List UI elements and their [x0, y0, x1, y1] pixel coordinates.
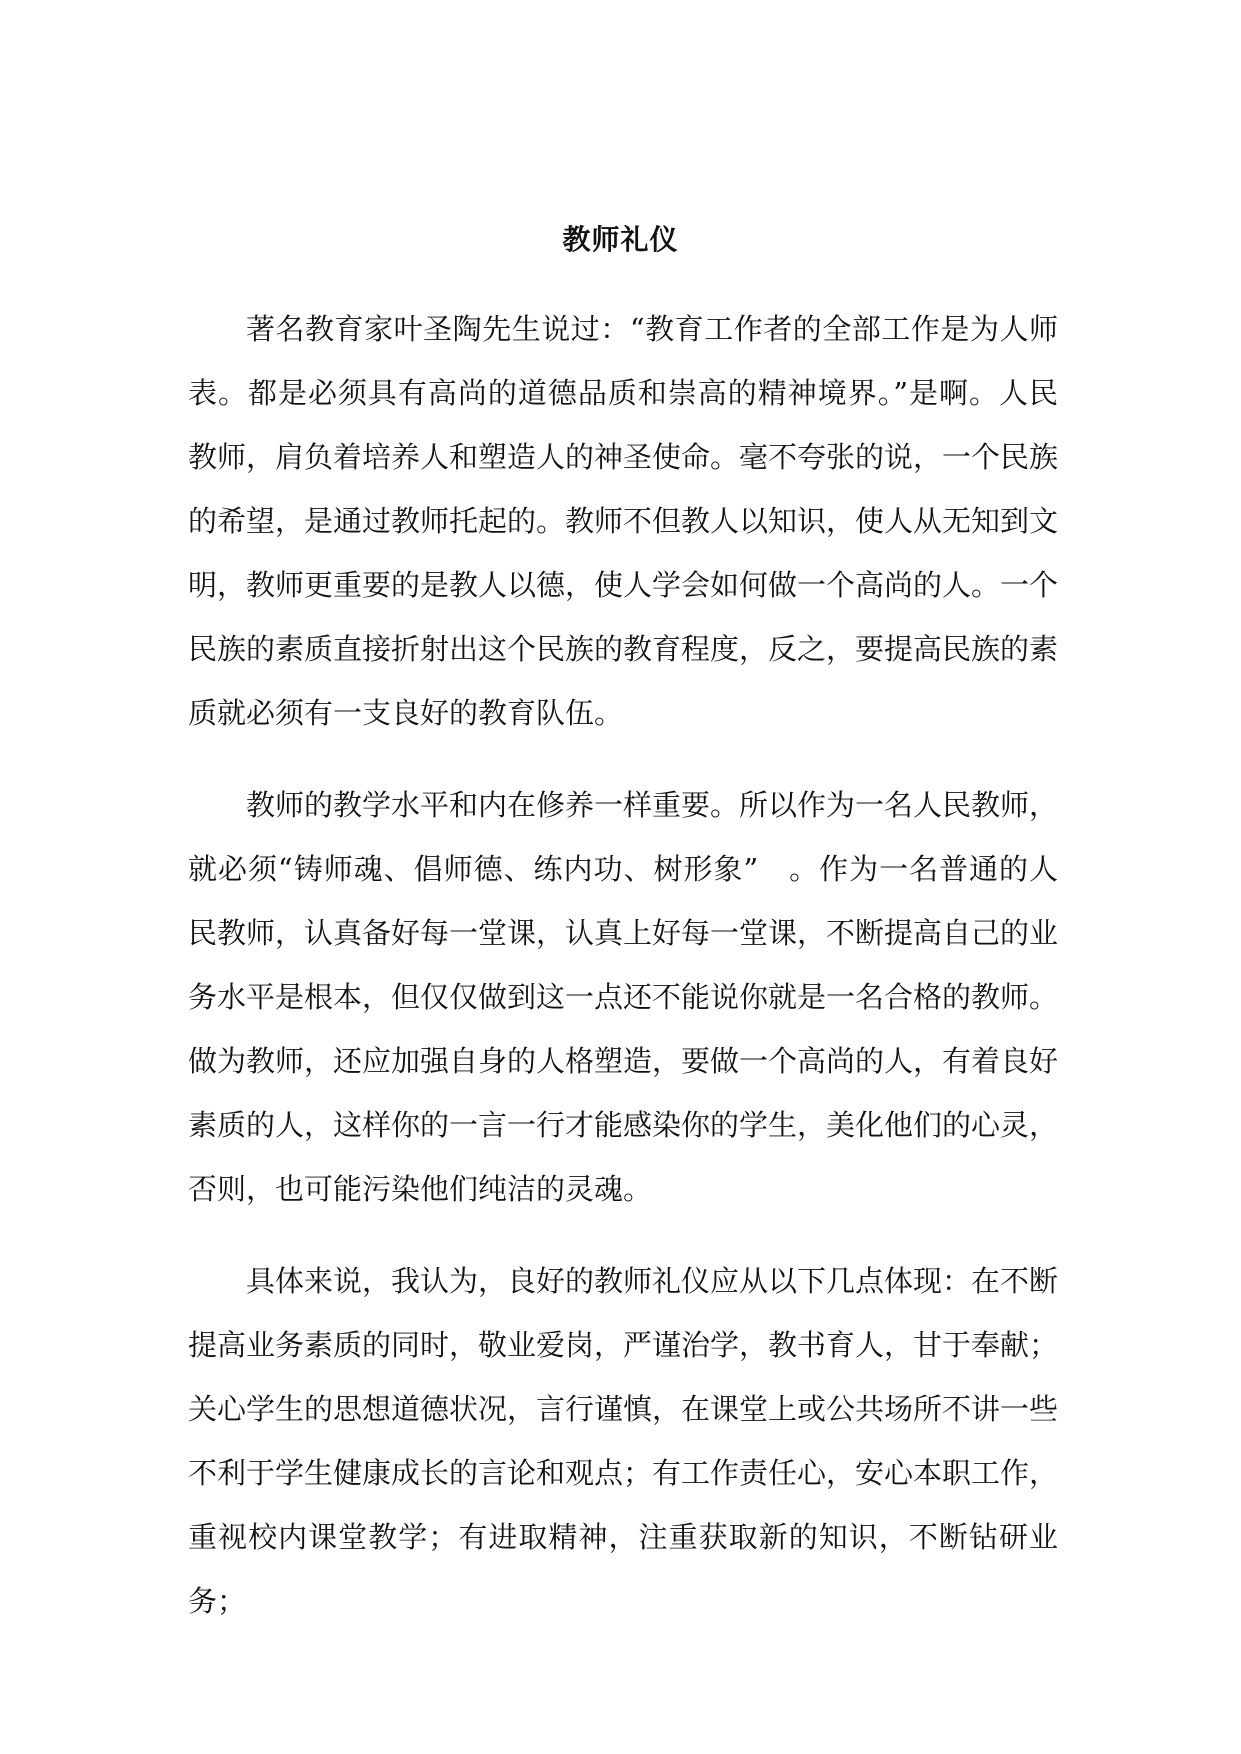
paragraph-3: 具体来说，我认为，良好的教师礼仪应从以下几点体现：在不断提高业务素质的同时，敬业爱岗，严谨治学，教书育人，甘于奉献；关心学生的思想道德状况，言行谨慎，在课堂上或公共场所不讲一些不利于学生健康成长的言论和观点；有工作责任心，安心本职工作，重视校内课堂教学；有进取精神，注重获取新的知识，不断钻研业务；: [188, 1264, 1059, 1618]
paragraph-1: 著名教育家叶圣陶先生说过：“教育工作者的全部工作是为人师表。都是必须具有高尚的道德品质和崇高的精神境界。”是啊。人民教师，肩负着培养人和塑造人的神圣使命。毫不夸张的说，一个民族的希望，是通过教师托起的。教师不但教人以知识，使人从无知到文明，教师更重要的是教人以德，使人学会如何做一个高尚的人。一个民族的素质直接折射出这个民族的教育程度，反之，要提高民族的素质就必须有一支良好的教育队伍。: [188, 312, 1059, 730]
document-title: 教师礼仪: [562, 223, 679, 256]
paragraph-2: 教师的教学水平和内在修养一样重要。所以作为一名人民教师，就必须“铸师魂、倡师德、练内功、树形象” 。作为一名普通的人民教师，认真备好每一堂课，认真上好每一堂课，不断提高自己的业务水平是根本，但仅仅做到这一点还不能说你就是一名合格的教师。做为教师，还应加强自身的人格塑造，要做一个高尚的人，有着良好素质的人，这样你的一言一行才能感染你的学生，美化他们的心灵，否则，也可能污染他们纯洁的灵魂。: [188, 788, 1059, 1206]
